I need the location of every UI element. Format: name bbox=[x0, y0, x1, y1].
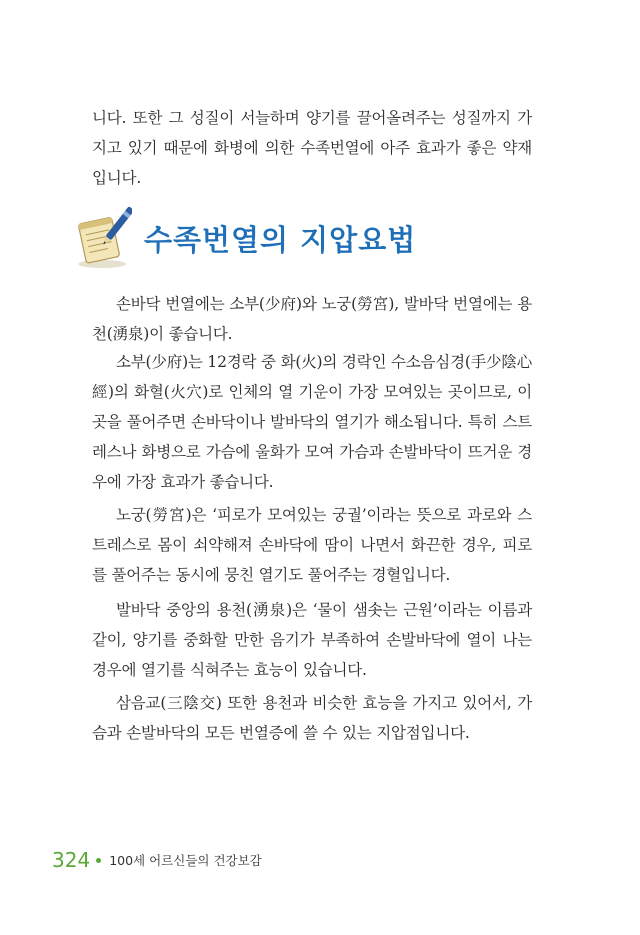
book-title: 100세 어르신들의 건강보감 bbox=[109, 853, 262, 868]
section-title: 수족번열의 지압요법 bbox=[144, 222, 417, 257]
notepad-pen-icon bbox=[74, 206, 132, 270]
bullet-dot-icon bbox=[96, 858, 101, 863]
body-paragraph: 소부(少府)는 12경락 중 화(火)의 경락인 수소음심경(手少陰心經)의 화혈(火穴)로 인체의 열 기운이 가장 모여있는 곳이므로, 이곳을 풀어주면 손바닥이나 발바닥의 열기가 해소됩니다. 특히 스트레스나 화병으로 가슴에 울화가 모여 가슴과 손발바닥이 뜨거운 경우에 가장 효과가 좋습니다. bbox=[92, 353, 532, 491]
page-footer bbox=[52, 848, 262, 872]
page-number: 324 bbox=[52, 848, 91, 872]
body-paragraph: 삼음교(三陰交) 또한 용천과 비슷한 효능을 가지고 있어서, 가슴과 손발바닥의 모든 번열증에 쓸 수 있는 지압점입니다. bbox=[92, 694, 532, 742]
body-paragraph: 손바닥 번열에는 소부(少府)와 노궁(勞宮), 발바닥 번열에는 용천(湧泉)이 좋습니다. bbox=[92, 295, 532, 343]
body-paragraph: 발바닥 중앙의 용천(湧泉)은 ‘물이 샘솟는 근원’이라는 이름과 같이, 양기를 중화할 만한 음기가 부족하여 손발바닥에 열이 나는 경우에 열기를 식혀주는 효능이 있습니다. bbox=[92, 601, 532, 679]
body-paragraph: 노궁(勞宮)은 ‘피로가 모여있는 궁궐’이라는 뜻으로 과로와 스트레스로 몸이 쇠약해져 손바닥에 땀이 나면서 화끈한 경우, 피로를 풀어주는 동시에 뭉친 열기도 풀어주는 경혈입니다. bbox=[92, 506, 532, 584]
intro-paragraph: 니다. 또한 그 성질이 서늘하며 양기를 끌어올려주는 성질까지 가지고 있기 때문에 화병에 의한 수족번열에 아주 효과가 좋은 약재입니다. bbox=[92, 109, 532, 187]
section-heading bbox=[74, 206, 416, 270]
